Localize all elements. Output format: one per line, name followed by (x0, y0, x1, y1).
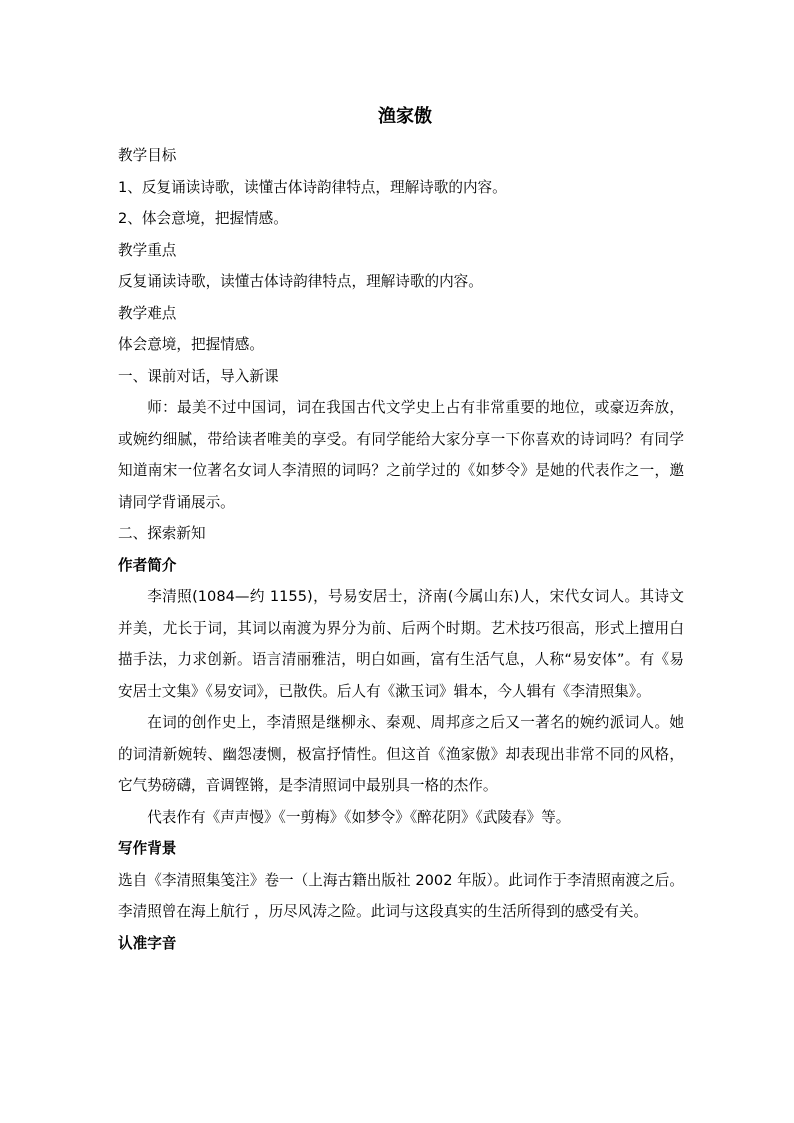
objectives-heading: 教学目标 (118, 147, 177, 164)
section2-heading: 二、探索新知 (118, 525, 206, 542)
objective-item: 1、反复诵读诗歌，读懂古体诗韵律特点，理解诗歌的内容。 (118, 178, 507, 196)
key-points-heading: 教学重点 (118, 241, 177, 259)
author-paragraph: 代表作有《声声慢》《一剪梅》《如梦令》《醉花阴》《武陵春》等。 (147, 808, 571, 826)
difficulties-text: 体会意境，把握情感。 (118, 336, 264, 353)
background-paragraph: 选自《李清照集笺注》卷一（上海古籍出版社 2002 年版）。此词作于李清照南渡之后。李清照曾在海上航行 ，历尽风涛之险。此词与这段真实的生活所得到的感受有关。 (118, 871, 684, 920)
section1-heading: 一、课前对话，导入新课 (118, 367, 279, 385)
section1-paragraph: 师：最美不过中国词，词在我国古代文学史上占有非常重要的地位，或豪迈奔放，或婉约细腻，带给读者唯美的享受。有同学能给大家分享一下你喜欢的诗词吗？有同学知道南宋一位著名女词人李清照的词吗？之前学过的《如梦令》是她的代表作之一，邀请同学背诵展示。 (118, 399, 684, 511)
author-paragraph: 李清照(1084—约 1155)，号易安居士，济南(今属山东)人，宋代女词人。其诗文并美，尤长于词，其词以南渡为界分为前、后两个时期。艺术技巧很高，形式上擅用白描手法，力求创新。语言清丽雅洁，明白如画，富有生活气息，人称“易安体”。有《易安居士文集》《易安词》，已散佚。后人有《漱玉词》辑本，今人辑有《李清照集》。 (118, 588, 684, 700)
document-title: 渔家傲 (378, 106, 432, 127)
difficulties-heading: 教学难点 (118, 304, 177, 322)
objective-item: 2、体会意境，把握情感。 (118, 210, 288, 227)
pronunciation-heading: 认准字音 (118, 934, 177, 952)
document-page (118, 102, 684, 959)
author-heading: 作者简介 (118, 556, 177, 574)
background-heading: 写作背景 (118, 840, 177, 857)
key-points-text: 反复诵读诗歌，读懂古体诗韵律特点，理解诗歌的内容。 (118, 273, 483, 290)
author-paragraph: 在词的创作史上，李清照是继柳永、秦观、周邦彦之后又一著名的婉约派词人。她的词清新婉转、幽怨凄恻，极富抒情性。但这首《渔家傲》却表现出非常不同的风格，它气势磅礴，音调铿锵，是李清照词中最别具一格的杰作。 (118, 714, 684, 794)
